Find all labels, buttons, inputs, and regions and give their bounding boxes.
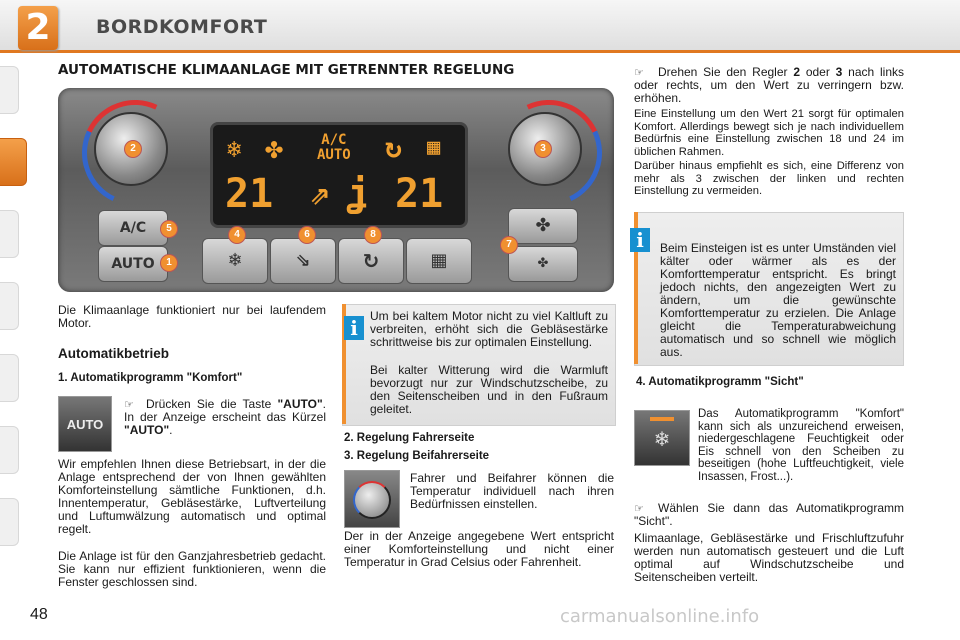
ac-button[interactable]: A/C (98, 210, 168, 246)
thumb-label: AUTO (66, 417, 104, 432)
rear-defrost-icon: ▦ (427, 135, 441, 160)
step1-bold-auto: "AUTO" (277, 397, 323, 411)
info-boarding-text: Beim Einsteigen ist es unter Umständen viel kälter oder wärmer als es der Komforttemperatur entspricht. Es bringt jedoch nichts, den angezeigten Wert zu ändern, um die gewünschte Komforttemperatur zu erzielen. Die Anlage gleicht die Temperaturabweichung automatisch und so schnell wie möglich aus. (660, 241, 896, 359)
recirculation-icon: ↻ (385, 131, 402, 164)
chapter-tab-active[interactable] (0, 138, 27, 186)
callout-3: 3 (534, 140, 552, 158)
chapter-tab[interactable] (0, 426, 19, 474)
chapter-tab[interactable] (0, 282, 19, 330)
paragraph-comfort-value: Der in der Anzeige angegebene Wert entspricht einer Komforteinstellung und nicht einer Temperatur in Grad Celsius oder Fahrenheit. (344, 529, 614, 569)
heading-program-comfort: 1. Automatikprogramm "Komfort" (58, 372, 243, 384)
windscreen-defrost-icon: ❄ (227, 135, 242, 163)
step-press-auto (124, 398, 326, 437)
watermark: carmanualsonline.info (560, 606, 760, 627)
callout-1: 1 (160, 254, 178, 272)
fan-decrease-button[interactable] (508, 246, 578, 282)
step1-bold-auto-2: "AUTO" (124, 423, 170, 437)
step2-text-mid: oder (800, 65, 836, 79)
rear-defrost-icon: ▦ (430, 250, 448, 271)
chapter-number: 2 (18, 6, 58, 50)
step1-text-mid: . In der Anzeige erscheint das Kürzel (124, 397, 326, 424)
auto-button[interactable]: AUTO (98, 246, 168, 282)
air-distribution-icon: ⇗ (309, 173, 330, 213)
intro-text: Die Klimaanlage funktioniert nur bei laufendem Motor. (58, 303, 326, 330)
lcd-left-temp: 21 (225, 171, 274, 217)
pointer-icon: ☞ (634, 502, 644, 515)
callout-2: 2 (124, 140, 142, 158)
air-distribution-icon: ⇘ (295, 250, 311, 271)
info-cold-engine-2: Bei kalter Witterung wird die Warmluft bevorzugt nur zur Windschutzscheibe, zu den Seitenscheiben und in den Fußraum geleitet. (370, 363, 608, 416)
visibility-program-button[interactable] (202, 238, 268, 284)
heading-program-visibility: 4. Automatikprogramm "Sicht" (636, 376, 804, 388)
paragraph-year-round: Die Anlage ist für den Ganzjahresbetrieb gedacht. Sie kann nur effizient funktionieren, wenn die Fenster geschlossen sind. (58, 549, 326, 589)
visibility-button-thumbnail (634, 410, 690, 466)
step2-text: Drehen Sie den Regler (658, 65, 794, 79)
callout-7: 7 (500, 236, 518, 254)
info-icon: i (344, 316, 364, 340)
recirculation-button[interactable] (338, 238, 404, 284)
seated-person-icon: ʝ (345, 171, 368, 215)
fan-icon: ✤ (265, 131, 284, 166)
step2-bold-2: 2 (793, 65, 801, 79)
pointer-icon: ☞ (124, 398, 134, 411)
paragraph-difference: Darüber hinaus empfiehlt es sich, eine Differenz von mehr als 3 zwischen der linken und rechten Einstellung zu vermeiden. (634, 160, 904, 197)
knob-icon (353, 481, 391, 519)
callout-4: 4 (228, 226, 246, 244)
knob-thumbnail (344, 470, 400, 528)
heading-automatic-mode: Automatikbetrieb (58, 346, 170, 361)
step1-text-end: . (169, 423, 173, 437)
paragraph-visibility-insufficient: Das Automatikprogramm "Komfort" kann sich als unzureichend erweisen, niedergeschlagene Feuchtigkeit oder Eis schnell von den Scheiben zu beseitigen (hohe Luftfeuchtigkeit, viele Insassen, Frost...). (698, 408, 904, 483)
windscreen-defrost-icon: ❄ (227, 250, 243, 271)
step1-text: Drücken Sie die Taste (146, 397, 278, 411)
heading-passenger-side: 3. Regelung Beifahrerseite (344, 450, 490, 462)
indicator-led (650, 417, 674, 421)
info-cold-engine-1: Um bei kaltem Motor nicht zu viel Kaltluft zu verbreiten, erhöht sich die Gebläsestärke schrittweise bis zur optimalen Einstellung. (370, 309, 608, 349)
chapter-tab[interactable] (0, 498, 19, 546)
chapter-title: BORDKOMFORT (96, 16, 268, 38)
header-accent-line (0, 50, 960, 53)
chapter-tab[interactable] (0, 210, 19, 258)
step3-text: Wählen Sie dann das Automatikprogramm "Sicht". (634, 501, 904, 528)
fan-small-icon: ✤ (537, 256, 549, 271)
lcd-right-temp: 21 (395, 171, 444, 217)
callout-5: 5 (160, 220, 178, 238)
step-turn-knob (634, 66, 904, 105)
paragraph-value-21: Eine Einstellung um den Wert 21 sorgt für optimalen Komfort. Allerdings bewegt sich je nach individuellem Bedürfnis eine Einstellung zwischen 18 und 24 im üblichen Rahmen. (634, 108, 904, 158)
chapter-tab[interactable] (0, 66, 19, 114)
fan-increase-button[interactable] (508, 208, 578, 244)
rear-defrost-button[interactable] (406, 238, 472, 284)
lcd-ac-auto: A/C AUTO (317, 132, 351, 163)
paragraph-visibility-auto: Klimaanlage, Gebläsestärke und Frischluftzufuhr werden nun automatisch gesteuert und die Luft optimal auf Windschutzscheibe und Seitenscheiben verteilt. (634, 531, 904, 584)
callout-6: 6 (298, 226, 316, 244)
climate-display (210, 122, 468, 228)
paragraph-individual-temp: Fahrer und Beifahrer können die Temperatur individuell nach ihren Bedürfnissen einstellen. (410, 471, 614, 511)
step-select-visibility (634, 502, 904, 528)
info-icon: i (630, 228, 650, 252)
auto-button-thumbnail (58, 396, 112, 452)
pointer-icon: ☞ (634, 66, 644, 79)
callout-8: 8 (364, 226, 382, 244)
heading-driver-side: 2. Regelung Fahrerseite (344, 432, 475, 444)
air-distribution-button[interactable] (270, 238, 336, 284)
chapter-tabs (0, 60, 20, 620)
recirculation-icon: ↻ (362, 249, 380, 273)
page-number: 48 (30, 606, 48, 623)
paragraph-recommendation: Wir empfehlen Ihnen diese Betriebsart, in der die Anlage entsprechend der von Ihnen gewählten Komforteinstellung sämtliche Funktionen, d.h. Innentemperatur, Gebläsestärke, Luftverteilung und Luftumwälzung automatisch und optimal regelt. (58, 457, 326, 536)
section-title: AUTOMATISCHE KLIMAANLAGE MIT GETRENNTER REGELUNG (58, 62, 515, 78)
step2-text-end: nach links oder rechts, um den Wert zu verringern bzw. erhöhen. (634, 65, 904, 105)
chapter-tab[interactable] (0, 354, 19, 402)
step2-bold-3: 3 (835, 65, 843, 79)
windscreen-defrost-icon: ❄ (653, 429, 671, 451)
fan-large-icon: ✤ (535, 215, 551, 236)
